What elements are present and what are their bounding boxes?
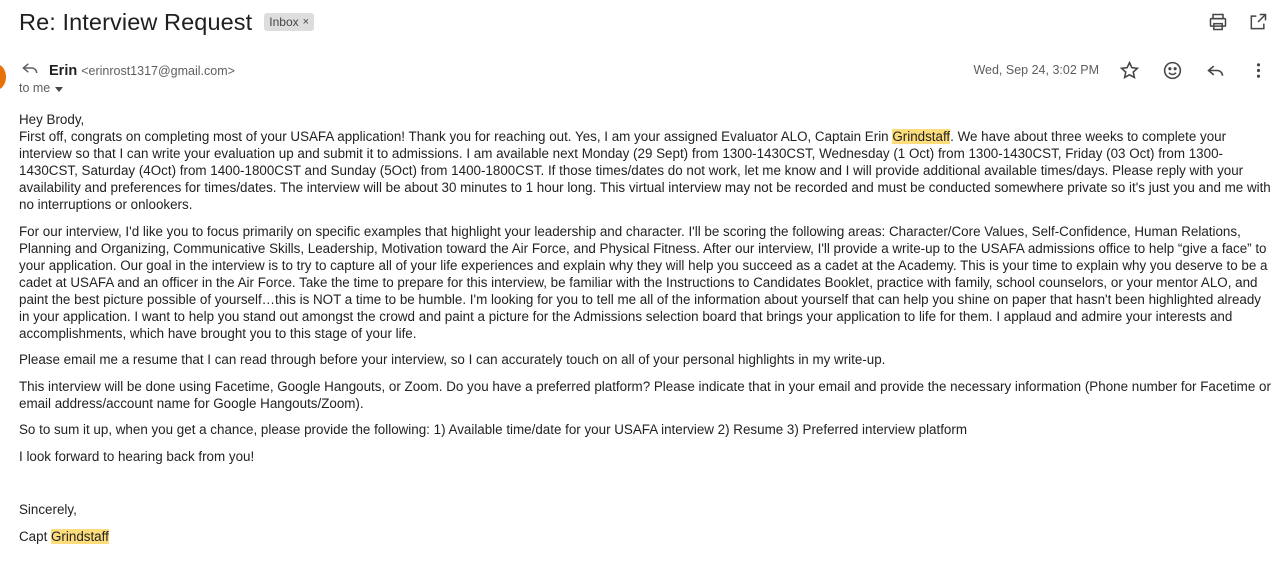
highlighted-name: Grindstaff	[892, 129, 951, 144]
remove-label-icon[interactable]: ×	[302, 16, 310, 28]
chevron-down-icon	[55, 87, 63, 92]
subject-row	[19, 6, 314, 38]
recipients-text: to me	[19, 81, 51, 95]
paragraph-interview-focus: For our interview, I'd like you to focus primarily on specific examples that highlight your leadership and character. I'll be scoring the following areas: Character/Core Values, Self-Confidence, Human Relations, Planning and Organizing, Communicative Skills, Leadership, Motivation toward the Air Force, and Physical Fitness. After our interview, I'll provide a write-up to the USAFA admissions office to help “give a face” to your application. Our goal in the interview is to try to capture all of your life experiences and explain why they will help you succeed as a cadet at the Academy. This is your time to explain why you deserve to be a cadet at USAFA and an officer in the Air Force. Take the time to prepare for this interview, be familiar with the Instructions to Candidates Booklet, practice with family, school counselors, or your mentor ALO, and paint the best picture possible of yourself…this is NOT a time to be humble. I'm looking for you to tell me all of the information about yourself that can help you shine on paper that hasn't been highlighted already in your application. I want to help you stand out amongst the crowd and paint a picture for the Admissions selection board that brings your application to life for them. I applaud and admire your interests and accomplishments, which have brought you to this stage of your life.	[19, 223, 1268, 341]
email-subject: Re: Interview Request	[19, 8, 253, 35]
signature	[19, 528, 1273, 545]
reply-indicator-icon	[20, 58, 40, 83]
open-in-new-icon[interactable]	[1246, 10, 1270, 34]
greeting: Hey Brody,	[19, 112, 85, 127]
paragraph-closing-line: I look forward to hearing back from you!	[19, 448, 255, 464]
star-icon[interactable]	[1117, 58, 1141, 82]
more-vert-icon[interactable]	[1246, 58, 1270, 82]
paragraph-platform: This interview will be done using Facetime, Google Hangouts, or Zoom. Do you have a preferred platform? Please indicate that in your email and provide the necessary information (Phone number for Facetime or email address/account name for Google Hangouts/Zoom).	[19, 378, 1271, 411]
top-actions	[1206, 10, 1270, 34]
message-date: Wed, Sep 24, 3:02 PM	[973, 63, 1099, 77]
signature-prefix: Capt	[19, 528, 52, 544]
reply-icon[interactable]	[1203, 58, 1227, 82]
message-body	[19, 111, 1273, 554]
paragraph-summary: So to sum it up, when you get a chance, please provide the following: 1) Available time/date for your USAFA interview 2) Resume 3) Preferred interview platform	[19, 422, 967, 437]
paragraph-availability	[19, 128, 1273, 213]
sender-row	[20, 58, 235, 83]
sender-email: <erinrost1317@gmail.com>	[81, 63, 235, 78]
paragraph-availability-end: . We have about three weeks to complete your interview so that I can write your evaluation up and submit it to admissions. I am available next Monday (29 Sept) from 1300-1430CST, Wednesday (1 Oct) from 1300-1430CST, Friday (03 Oct) from 1300-1430CST, Saturday (4Oct) from 1400-1800CST and Sunday (5Oct) from 1400-1800CST. If those times/dates do not work, let me know and I will provide additional available times/days. Please reply with your availability and preferences for times/dates. The interview will be about 30 minutes to 1 hour long. This virtual interview may not be recorded and must be conducted somewhere private so it's just you and me with no interruptions or onlookers.	[19, 129, 1271, 212]
emoji-icon[interactable]	[1160, 58, 1184, 82]
paragraph-availability-start: First off, congrats on completing most of your USAFA application! Thank you for reaching out. Yes, I am your assigned Evaluator ALO, Captain Erin	[19, 129, 893, 144]
closing: Sincerely,	[19, 502, 77, 517]
label-chip-text: Inbox	[269, 15, 299, 29]
paragraph-resume: Please email me a resume that I can read through before your interview, so I can accurately touch on all of your personal highlights in my write-up.	[19, 352, 886, 367]
message-meta	[973, 58, 1270, 82]
signature-highlighted-name: Grindstaff	[51, 528, 109, 544]
print-icon[interactable]	[1206, 10, 1230, 34]
inbox-label-chip[interactable]	[264, 13, 314, 31]
sender-avatar	[0, 64, 6, 90]
sender-name[interactable]: Erin	[49, 62, 78, 79]
recipients-toggle[interactable]	[19, 81, 63, 95]
